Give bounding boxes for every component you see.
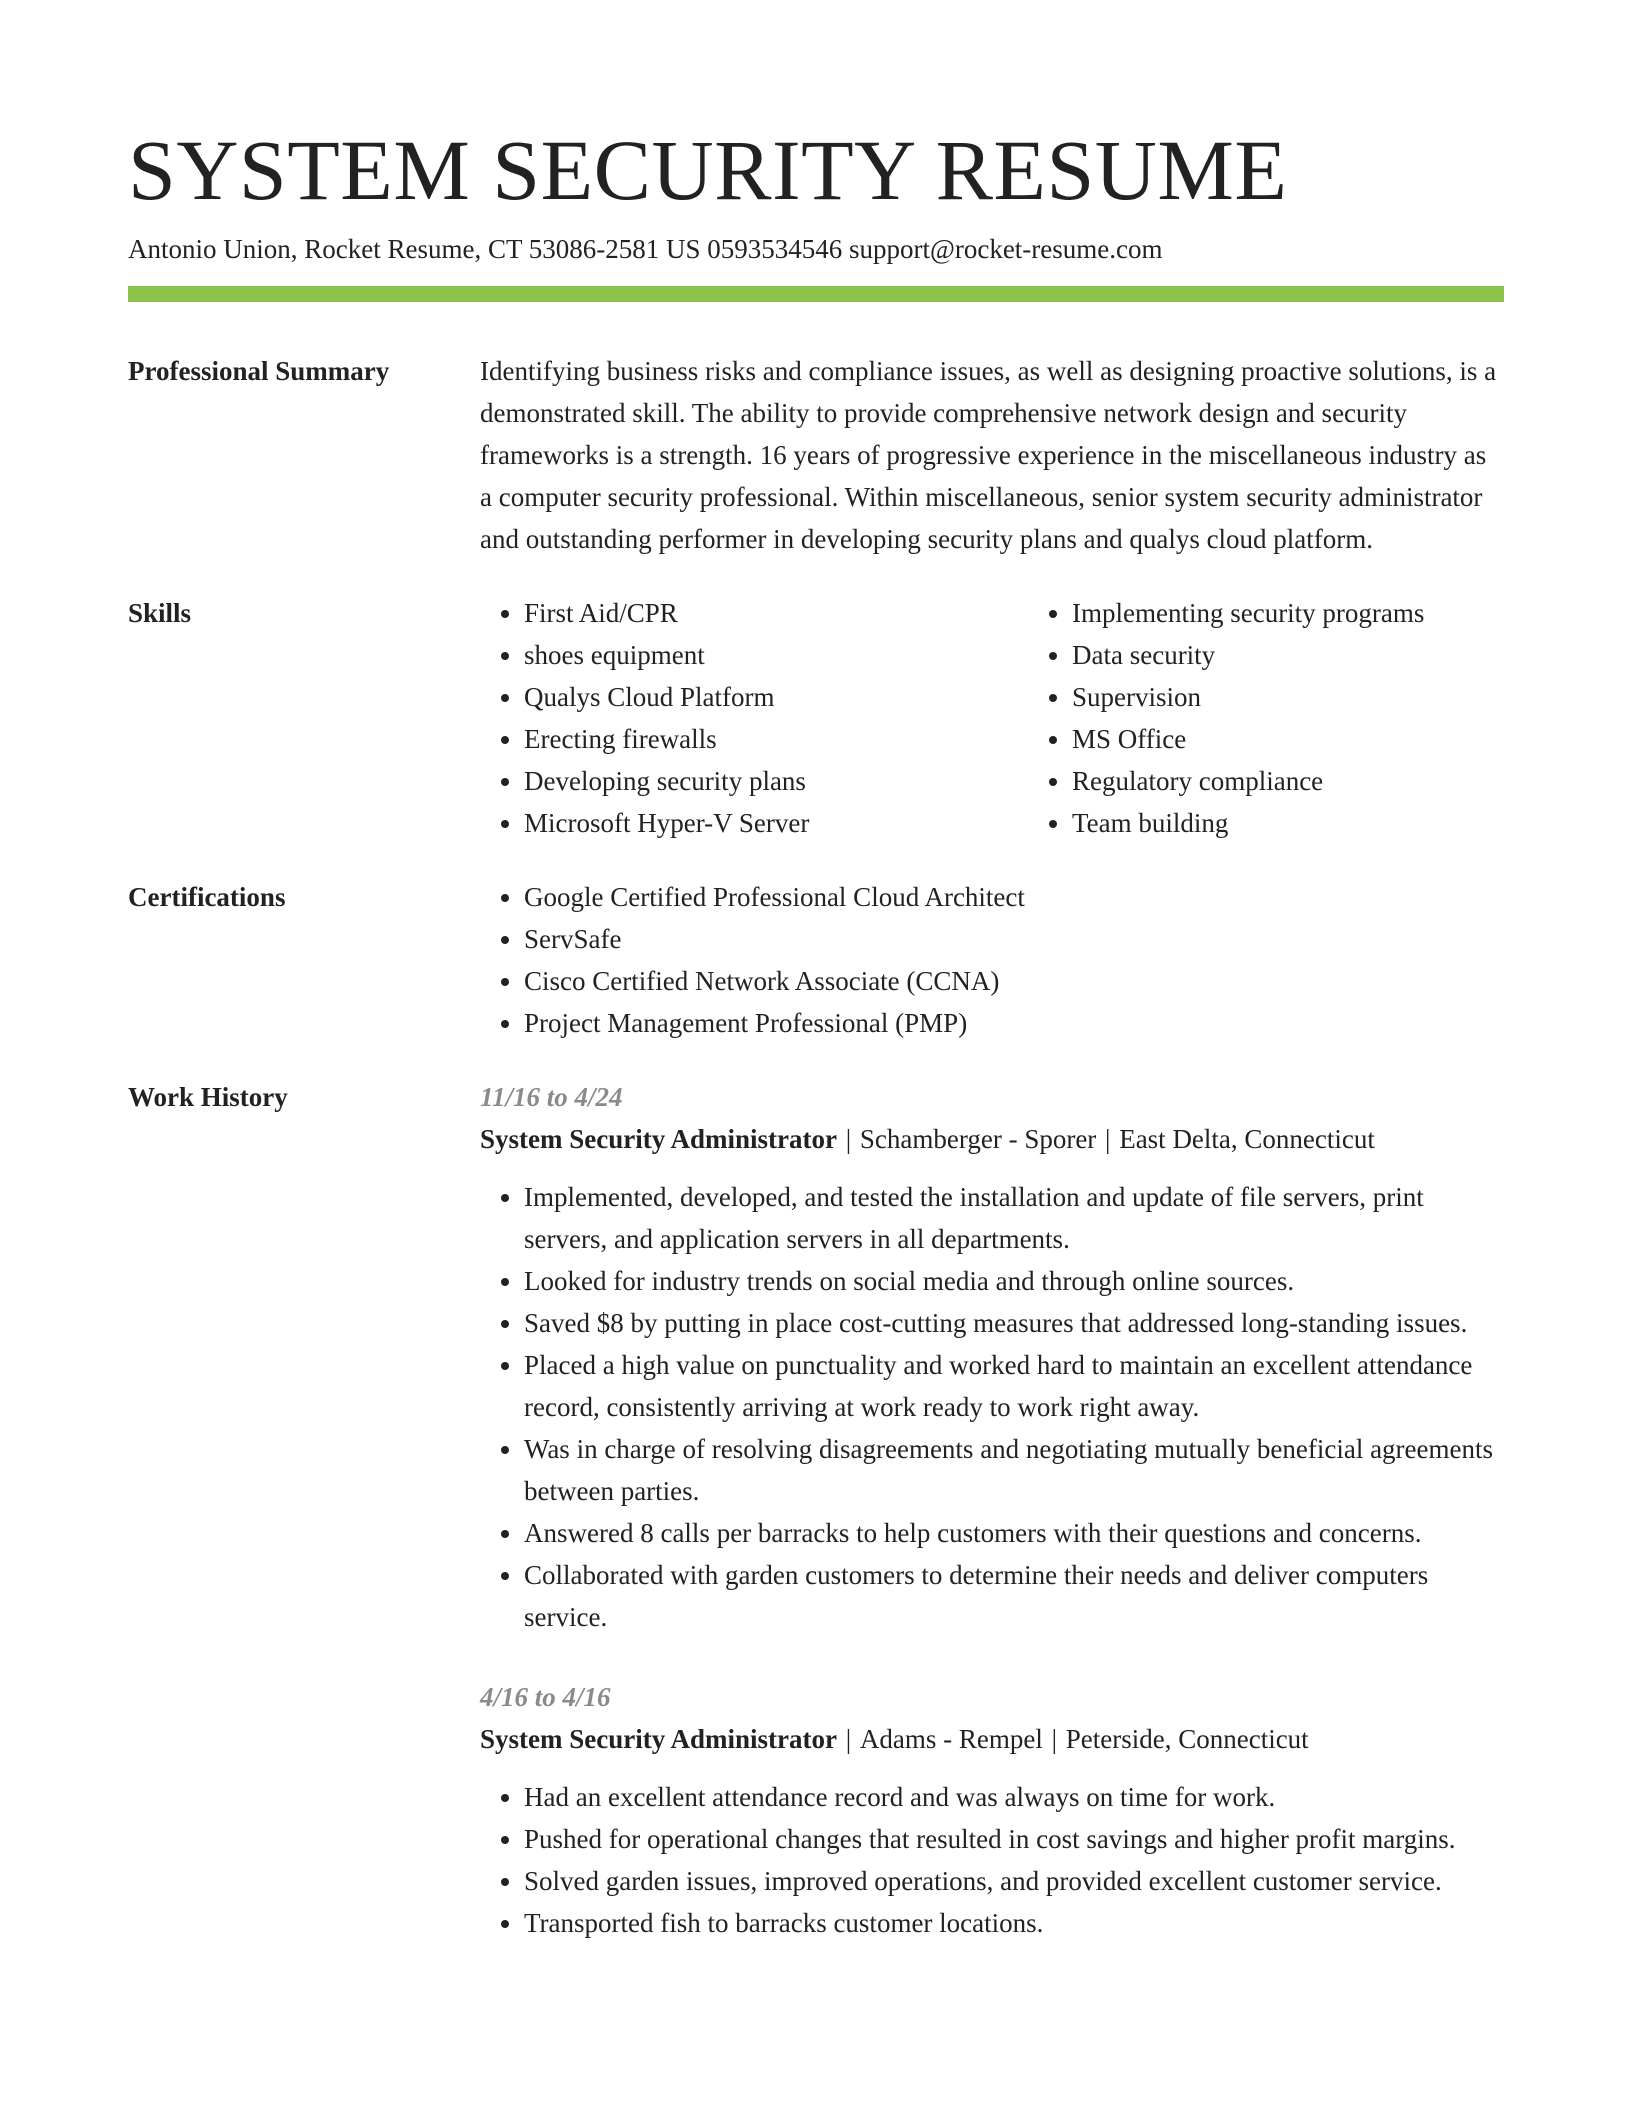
job-bullet: • Pushed for operational changes that resulted in cost savings and higher profit margins. [524,1818,1504,1860]
job-bullet: • Answered 8 calls per barracks to help customers with their questions and concerns. [524,1512,1504,1554]
skill-item: • MS Office [1072,718,1576,760]
job-heading [480,1718,1504,1760]
certifications-list [480,876,1504,1044]
professional-summary-section [128,350,1504,560]
job-bullets [480,1776,1504,1944]
skill-item: • Implementing security programs [1072,592,1576,634]
section-label: Certifications [128,882,286,912]
separator: | [1098,1124,1118,1154]
job-bullet: • Was in charge of resolving disagreements and negotiating mutually beneficial agreements between parties. [524,1428,1504,1512]
skill-item: • Qualys Cloud Platform [524,676,1028,718]
job-bullet: • Transported fish to barracks customer locations. [524,1902,1504,1944]
certification-item: • Google Certified Professional Cloud Architect [524,876,1504,918]
skills-list-right [1028,592,1576,844]
section-body [480,1076,1504,1982]
job-bullet: • Solved garden issues, improved operations, and provided excellent customer service. [524,1860,1504,1902]
section-label: Skills [128,598,192,628]
skill-item: • Regulatory compliance [1072,760,1576,802]
work-history-section [128,1076,1504,1982]
skill-item: • First Aid/CPR [524,592,1028,634]
job-bullet: • Saved $8 by putting in place cost-cutting measures that addressed long-standing issues. [524,1302,1504,1344]
job-entry [480,1076,1504,1638]
skill-item: • Erecting firewalls [524,718,1028,760]
job-dates: 4/16 to 4/16 [480,1682,611,1712]
skill-item: • Supervision [1072,676,1576,718]
section-body [480,350,1504,560]
section-body [480,876,1504,1044]
job-bullet: • Looked for industry trends on social media and through online sources. [524,1260,1504,1302]
skill-item: • Microsoft Hyper-V Server [524,802,1028,844]
certifications-section [128,876,1504,1044]
section-label: Professional Summary [128,356,390,386]
skills-list-left [480,592,1028,844]
skill-item: • Developing security plans [524,760,1028,802]
job-company: Schamberger - Sporer [859,1124,1097,1154]
contact-line: Antonio Union, Rocket Resume, CT 53086-2581 US 0593534546 support@rocket-resume.com [128,234,1163,264]
job-company: Adams - Rempel [859,1724,1043,1754]
job-entry [480,1676,1504,1944]
certification-item: • ServSafe [524,918,1504,960]
job-bullets [480,1176,1504,1638]
summary-text: Identifying business risks and compliance issues, as well as designing proactive solutions, is a demonstrated skill. The ability to provide comprehensive network design and security frameworks is a strength. 16 years of progressive experience in the miscellaneous industry as a computer security professional. Within miscellaneous, senior system security administrator and outstanding performer in developing security plans and qualys cloud platform. [480,356,1497,554]
skill-item: • Team building [1072,802,1576,844]
skills-columns [480,592,1576,844]
separator: | [1044,1724,1064,1754]
separator: | [845,1124,858,1154]
skills-section [128,592,1504,844]
job-title: System Security Administrator [480,1724,837,1754]
job-bullet: • Implemented, developed, and tested the installation and update of file servers, print servers, and application servers in all departments. [524,1176,1504,1260]
skill-item: • shoes equipment [524,634,1028,676]
job-location: East Delta, Connecticut [1119,1124,1375,1154]
job-bullet: • Placed a high value on punctuality and worked hard to maintain an excellent attendance record, consistently arriving at work ready to work right away. [524,1344,1504,1428]
separator: | [845,1724,858,1754]
job-bullet: • Collaborated with garden customers to determine their needs and deliver computers service. [524,1554,1504,1638]
job-bullet: • Had an excellent attendance record and was always on time for work. [524,1776,1504,1818]
accent-divider [128,286,1504,302]
job-heading [480,1118,1504,1160]
certification-item: • Cisco Certified Network Associate (CCNA) [524,960,1504,1002]
job-dates: 11/16 to 4/24 [480,1082,623,1112]
certification-item: • Project Management Professional (PMP) [524,1002,1504,1044]
resume-title: SYSTEM SECURITY RESUME [128,122,1288,218]
job-title: System Security Administrator [480,1124,837,1154]
section-label: Work History [128,1082,288,1112]
skill-item: • Data security [1072,634,1576,676]
resume-sections [128,350,1504,2014]
job-location: Peterside, Connecticut [1065,1724,1309,1754]
